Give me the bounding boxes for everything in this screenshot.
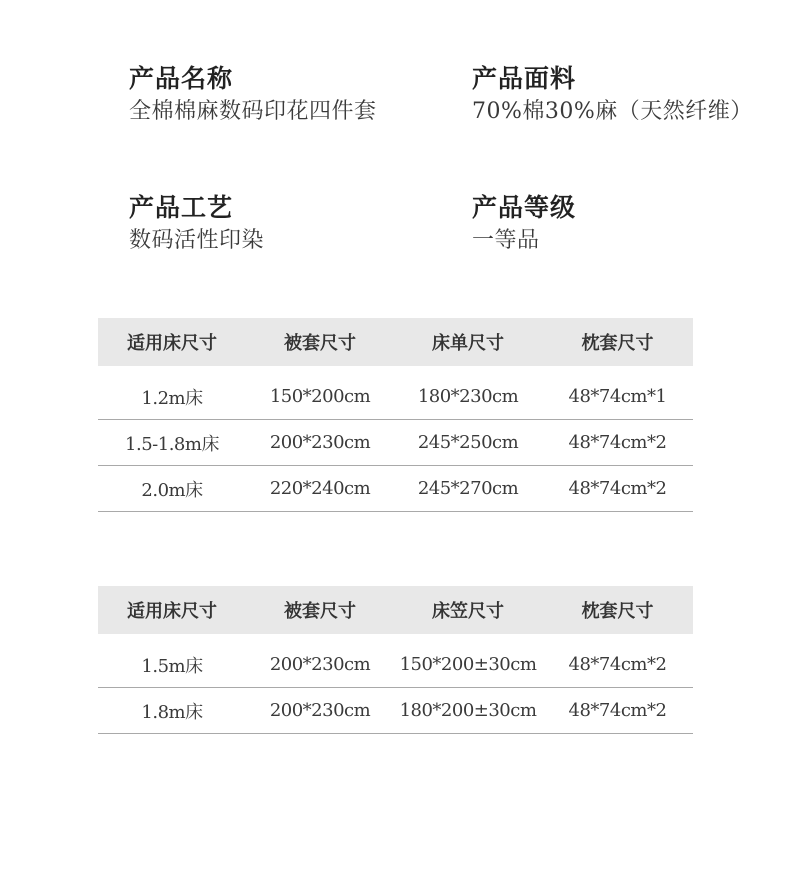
product-fabric-label: 产品面料: [472, 64, 577, 93]
table-header-row: [98, 318, 693, 366]
product-craft-block: [129, 192, 264, 256]
table-cell: 180*230cm: [394, 374, 542, 420]
product-grade-block: [472, 192, 576, 256]
table-cell: 48*74cm*2: [542, 420, 693, 466]
product-craft-label: 产品工艺: [129, 193, 234, 222]
table-row: [98, 642, 693, 688]
product-grade-value: 一等品: [472, 228, 540, 253]
table-cell: 2.0m床: [98, 466, 246, 512]
table-cell: 48*74cm*2: [542, 466, 693, 512]
table-cell: 1.5-1.8m床: [98, 420, 246, 466]
table-row: [98, 688, 693, 734]
table-cell: 245*250cm: [394, 420, 542, 466]
product-fabric-value: 70%棉30%麻（天然纤维）: [472, 99, 753, 124]
product-name-block: [129, 63, 377, 127]
column-header-bed-size: 适用床尺寸: [98, 318, 246, 366]
table-cell: 245*270cm: [394, 466, 542, 512]
table-cell: 180*200±30cm: [394, 688, 542, 734]
table-row: [98, 374, 693, 420]
table-cell: 1.5m床: [98, 642, 246, 688]
product-fabric-block: [472, 63, 753, 127]
column-header-sheet-size: 床单尺寸: [394, 318, 542, 366]
table-cell: 200*230cm: [246, 688, 394, 734]
column-header-bed-size: 适用床尺寸: [98, 586, 246, 634]
product-name-label: 产品名称: [129, 64, 234, 93]
table-cell: 200*230cm: [246, 420, 394, 466]
table-cell: 200*230cm: [246, 642, 394, 688]
table-row: [98, 466, 693, 512]
table-cell: 48*74cm*2: [542, 688, 693, 734]
table-cell: 48*74cm*1: [542, 374, 693, 420]
table-cell: 48*74cm*2: [542, 642, 693, 688]
product-craft-value: 数码活性印染: [129, 228, 265, 253]
table-cell: 150*200±30cm: [394, 642, 542, 688]
product-grade-label: 产品等级: [472, 193, 577, 222]
table-row: [98, 420, 693, 466]
table-cell: 1.8m床: [98, 688, 246, 734]
product-name-value: 全棉棉麻数码印花四件套: [129, 99, 377, 124]
table-header-row: [98, 586, 693, 634]
column-header-duvet-size: 被套尺寸: [246, 318, 394, 366]
column-header-pillowcase-size: 枕套尺寸: [542, 586, 693, 634]
table-cell: 150*200cm: [246, 374, 394, 420]
column-header-fitted-sheet-size: 床笠尺寸: [394, 586, 542, 634]
table-cell: 220*240cm: [246, 466, 394, 512]
column-header-pillowcase-size: 枕套尺寸: [542, 318, 693, 366]
table-cell: 1.2m床: [98, 374, 246, 420]
flat-sheet-size-table: [98, 318, 693, 512]
column-header-duvet-size: 被套尺寸: [246, 586, 394, 634]
fitted-sheet-size-table: [98, 586, 693, 734]
